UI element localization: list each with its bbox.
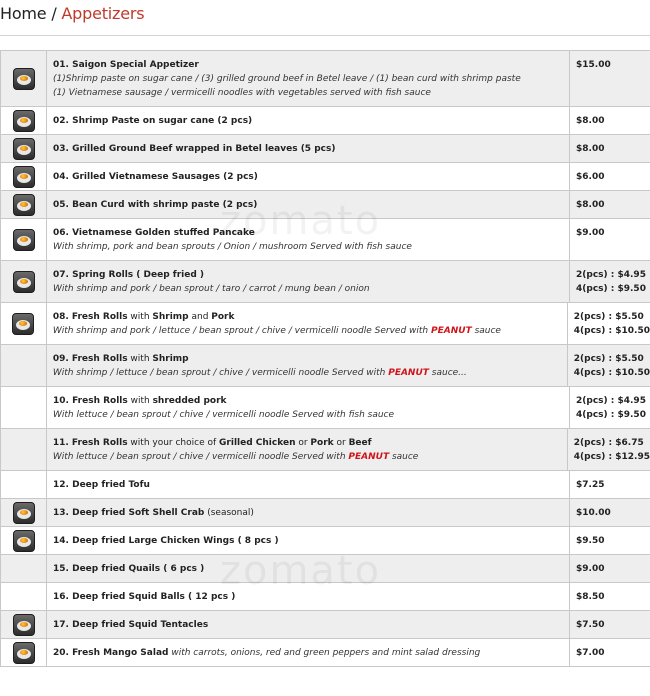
- item-price: $7.00: [576, 648, 605, 658]
- item-price: $7.50: [576, 620, 605, 630]
- price-cell: [568, 429, 650, 470]
- item-number: 10.: [53, 396, 69, 406]
- price-cell: [570, 191, 650, 218]
- menu-row: [0, 611, 650, 639]
- menu-row: [0, 555, 650, 583]
- item-number: 07.: [53, 270, 69, 280]
- description-cell: [47, 107, 570, 134]
- item-number: 11.: [52, 438, 69, 448]
- price-cell: [568, 345, 650, 386]
- description-text: sauce...: [428, 368, 467, 378]
- item-title-segment: Deep fried Squid Tentacles: [72, 620, 209, 630]
- item-description: [53, 324, 561, 338]
- menu-table: [0, 50, 650, 667]
- item-title: [53, 562, 563, 576]
- item-description: [53, 86, 563, 100]
- item-title-segment: Shrimp: [152, 312, 189, 322]
- item-number: 06.: [53, 228, 69, 238]
- item-price: 4(pcs) : $12.95: [573, 452, 650, 462]
- item-number: 13.: [53, 508, 69, 518]
- dish-photo-icon[interactable]: [13, 166, 35, 188]
- menu-row: [0, 499, 650, 527]
- item-number: 03.: [53, 144, 69, 154]
- item-description: [53, 72, 563, 86]
- icon-cell: [0, 135, 47, 162]
- item-price: $9.00: [576, 228, 605, 238]
- price-cell: [570, 387, 650, 428]
- description-cell: [47, 387, 570, 428]
- item-number: 04.: [53, 172, 69, 182]
- description-text: (1) Vietnamese sausage / vermicelli noodles with vegetables served with fish sauce: [53, 88, 431, 98]
- item-title: [53, 590, 563, 604]
- item-title-segment: with: [127, 312, 153, 322]
- item-title-segment: Saigon Special Appetizer: [72, 60, 199, 70]
- description-text: sauce: [389, 452, 419, 462]
- description-cell: [47, 219, 570, 260]
- item-number: 02.: [53, 116, 69, 126]
- item-title: [53, 310, 561, 324]
- menu-row: [0, 639, 650, 667]
- dish-photo-icon[interactable]: [13, 530, 35, 552]
- item-number: 08.: [52, 312, 69, 322]
- item-title: [53, 142, 563, 156]
- price-cell: [570, 499, 650, 526]
- item-price: 4(pcs) : $10.50: [573, 326, 650, 336]
- item-title-segment: Pork: [211, 312, 235, 322]
- item-title-segment: Fresh Mango Salad: [72, 648, 169, 658]
- item-title-segment: Fresh Rolls: [71, 312, 128, 322]
- item-title-segment: Grilled Chicken: [219, 438, 296, 448]
- item-price: $15.00: [576, 60, 611, 70]
- breadcrumb-separator: /: [46, 4, 62, 23]
- price-cell: [570, 611, 650, 638]
- item-title-segment: Shrimp: [152, 354, 189, 364]
- item-price: $8.00: [576, 144, 605, 154]
- item-title-segment: Deep fried Tofu: [72, 480, 150, 490]
- price-cell: [570, 51, 650, 106]
- breadcrumb: [0, 4, 144, 23]
- item-title: [53, 268, 563, 282]
- item-title: [53, 198, 563, 212]
- item-price: $8.00: [576, 200, 605, 210]
- description-cell: [47, 499, 570, 526]
- peanut-highlight: PEANUT: [388, 368, 429, 378]
- menu-row: [0, 303, 650, 345]
- icon-cell: [0, 583, 47, 610]
- item-title-segment: Fresh Rolls: [71, 438, 128, 448]
- icon-cell: [0, 429, 47, 470]
- item-title-segment: or: [295, 438, 311, 448]
- item-price: 4(pcs) : $9.50: [576, 410, 646, 420]
- item-title-segment: Deep fried Squid Balls ( 12 pcs ): [72, 592, 236, 602]
- item-number: 12.: [53, 480, 69, 490]
- breadcrumb-current: Appetizers: [61, 4, 145, 23]
- item-number: 05.: [53, 200, 69, 210]
- description-text: sauce: [471, 326, 501, 336]
- price-cell: [570, 135, 650, 162]
- peanut-highlight: PEANUT: [431, 326, 472, 336]
- item-title-segment: Fresh Rolls: [72, 396, 128, 406]
- item-title-segment: with carrots, onions, red and green peppers and mint salad dressing: [168, 648, 481, 658]
- price-cell: [570, 163, 650, 190]
- item-title-segment: Grilled Ground Beef wrapped in Betel leaves (5 pcs): [72, 144, 336, 154]
- header-divider: [0, 35, 650, 36]
- description-cell: [47, 51, 570, 106]
- item-description: [53, 366, 561, 380]
- dish-photo-icon[interactable]: [13, 642, 35, 664]
- description-text: (1)Shrimp paste on sugar cane / (3) grilled ground beef in Betel leave / (1) bean curd with shrimp paste: [53, 74, 521, 84]
- price-cell: [570, 219, 650, 260]
- price-cell: [570, 261, 650, 302]
- description-text: With shrimp, pork and bean sprouts / Onion / mushroom Served with fish sauce: [53, 242, 412, 252]
- item-title-segment: or: [333, 438, 349, 448]
- item-description: [53, 408, 563, 422]
- item-number: 01.: [53, 60, 69, 70]
- item-price: $6.00: [576, 172, 605, 182]
- menu-row: [0, 219, 650, 261]
- menu-row: [0, 107, 650, 135]
- item-title: [53, 478, 563, 492]
- icon-cell: [0, 499, 47, 526]
- item-title: [53, 352, 561, 366]
- item-price: $7.25: [576, 480, 605, 490]
- item-description: [53, 282, 563, 296]
- icon-cell: [0, 471, 47, 498]
- item-title-segment: shredded pork: [152, 396, 227, 406]
- item-title: [53, 506, 563, 520]
- price-cell: [570, 527, 650, 554]
- dish-photo-icon[interactable]: [13, 229, 35, 251]
- menu-row: [0, 471, 650, 499]
- icon-cell: [0, 345, 47, 386]
- dish-photo-icon[interactable]: [13, 138, 35, 160]
- price-cell: [570, 107, 650, 134]
- dish-photo-icon[interactable]: [12, 313, 34, 335]
- menu-row: [0, 429, 650, 471]
- description-cell: [47, 191, 570, 218]
- item-title-segment: with: [127, 354, 153, 364]
- item-title: [53, 170, 563, 184]
- menu-row: [0, 583, 650, 611]
- item-title-segment: Vietnamese Golden stuffed Pancake: [72, 228, 255, 238]
- item-price: $10.00: [576, 508, 611, 518]
- icon-cell: [0, 555, 47, 582]
- peanut-highlight: PEANUT: [348, 452, 390, 462]
- description-text: With lettuce / bean sprout / chive / vermicelli noodle Served with fish sauce: [53, 410, 395, 420]
- item-title: [53, 436, 561, 450]
- price-cell: [570, 471, 650, 498]
- item-title-segment: Spring Rolls ( Deep fried ): [72, 270, 205, 280]
- item-title-segment: with: [127, 396, 153, 406]
- item-title: [53, 114, 563, 128]
- description-cell: [47, 583, 570, 610]
- description-text: With shrimp and pork / lettuce / bean sprout / chive / vermicelli noodle Served with: [52, 326, 432, 336]
- icon-cell: [0, 611, 47, 638]
- item-title-segment: Deep fried Quails ( 6 pcs ): [72, 564, 205, 574]
- item-title: [53, 226, 563, 240]
- description-cell: [47, 163, 570, 190]
- description-cell: [47, 527, 570, 554]
- icon-cell: [0, 51, 47, 106]
- item-title-segment: Deep fried Soft Shell Crab: [72, 508, 205, 518]
- description-cell: [47, 303, 568, 344]
- icon-cell: [0, 261, 47, 302]
- item-price: $8.50: [576, 592, 605, 602]
- dish-photo-icon[interactable]: [13, 110, 35, 132]
- item-title: [53, 58, 563, 72]
- icon-cell: [0, 107, 47, 134]
- price-cell: [570, 583, 650, 610]
- price-cell: [570, 639, 650, 666]
- item-title-segment: Beef: [348, 438, 372, 448]
- item-title-segment: Deep fried Large Chicken Wings ( 8 pcs ): [72, 536, 279, 546]
- icon-cell: [0, 527, 47, 554]
- price-cell: [570, 555, 650, 582]
- item-number: 15.: [53, 564, 69, 574]
- item-number: 16.: [53, 592, 69, 602]
- price-cell: [568, 303, 650, 344]
- description-cell: [47, 345, 568, 386]
- description-cell: [47, 639, 570, 666]
- item-number: 17.: [53, 620, 69, 630]
- menu-row: [0, 345, 650, 387]
- item-title: [53, 646, 563, 660]
- item-description: [53, 450, 561, 464]
- item-price: 2(pcs) : $4.95: [576, 396, 646, 406]
- item-number: 20.: [53, 648, 69, 658]
- menu-row: [0, 51, 650, 107]
- item-description: [53, 240, 563, 254]
- icon-cell: [0, 163, 47, 190]
- description-text: With lettuce / bean sprout / chive / vermicelli noodle Served with: [52, 452, 349, 462]
- icon-cell: [0, 219, 47, 260]
- item-price: 4(pcs) : $10.50: [573, 368, 650, 378]
- menu-row: [0, 163, 650, 191]
- item-title-segment: Shrimp Paste on sugar cane (2 pcs): [72, 116, 253, 126]
- description-cell: [47, 555, 570, 582]
- item-price: 2(pcs) : $6.75: [573, 438, 644, 448]
- menu-row: [0, 191, 650, 219]
- item-title-segment: Pork: [310, 438, 334, 448]
- description-cell: [47, 611, 570, 638]
- item-price: $8.00: [576, 116, 605, 126]
- item-title: [53, 394, 563, 408]
- dish-photo-icon[interactable]: [13, 614, 35, 636]
- item-number: 09.: [52, 354, 69, 364]
- item-price: 2(pcs) : $4.95: [576, 270, 646, 280]
- dish-photo-icon[interactable]: [13, 271, 35, 293]
- description-cell: [47, 135, 570, 162]
- item-title-segment: (seasonal): [204, 508, 254, 518]
- dish-photo-icon[interactable]: [13, 502, 35, 524]
- icon-cell: [0, 639, 47, 666]
- item-price: 2(pcs) : $5.50: [573, 354, 644, 364]
- icon-cell: [0, 387, 47, 428]
- item-title: [53, 618, 563, 632]
- item-price: 2(pcs) : $5.50: [573, 312, 644, 322]
- description-text: With shrimp and pork / bean sprout / taro / carrot / mung bean / onion: [53, 284, 370, 294]
- description-cell: [47, 261, 570, 302]
- menu-row: [0, 527, 650, 555]
- menu-row: [0, 135, 650, 163]
- description-text: With shrimp / lettuce / bean sprout / chive / vermicelli noodle Served with: [52, 368, 389, 378]
- item-price: 4(pcs) : $9.50: [576, 284, 646, 294]
- dish-photo-icon[interactable]: [13, 194, 35, 216]
- item-title-segment: Bean Curd with shrimp paste (2 pcs): [72, 200, 258, 210]
- description-cell: [47, 429, 568, 470]
- item-title-segment: with your choice of: [127, 438, 220, 448]
- menu-row: [0, 261, 650, 303]
- item-title-segment: and: [188, 312, 212, 322]
- item-price: $9.50: [576, 536, 605, 546]
- icon-cell: [0, 303, 47, 344]
- item-title-segment: Grilled Vietnamese Sausages (2 pcs): [72, 172, 258, 182]
- dish-photo-icon[interactable]: [13, 68, 35, 90]
- menu-row: [0, 387, 650, 429]
- breadcrumb-home-link[interactable]: Home: [0, 4, 47, 23]
- item-price: $9.00: [576, 564, 605, 574]
- icon-cell: [0, 191, 47, 218]
- item-number: 14.: [53, 536, 69, 546]
- description-cell: [47, 471, 570, 498]
- item-title: [53, 534, 563, 548]
- item-title-segment: Fresh Rolls: [71, 354, 128, 364]
